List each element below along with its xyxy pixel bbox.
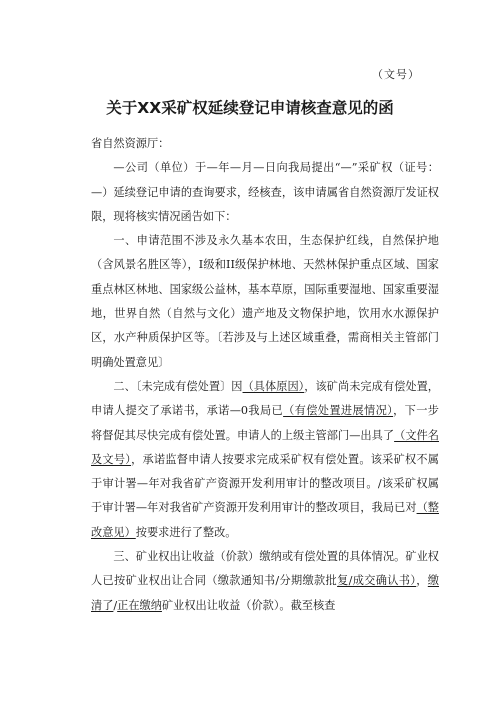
section-3-text-d: 矿业权出让收益（价款）。截至核查: [161, 598, 336, 612]
section-3-text-a: 三、矿业权出让收益（价款）缴纳或有偿处置的具体情况。矿业权人已按矿业权出让合同（缴款通知书/分期缴款批: [91, 550, 439, 588]
document-title: 关于XX采矿权延续登记申请核查意见的函: [106, 99, 394, 117]
section-3-text-b: ，: [416, 574, 428, 588]
addressee: 省自然资源厅：: [91, 137, 170, 150]
document-body: [91, 132, 439, 618]
blank-disposal-progress: （有偿处置进展情况）: [283, 404, 394, 418]
paragraph-intro: —公司（单位）于—年—月—日向我局提出“—”采矿权（证号：—）延续登记申请的查询要求，经核查，该申请属省自然资源厅发证权限，现将核实情况函告如下：: [91, 161, 439, 223]
section-3-text-c: /: [113, 598, 118, 612]
section-2-text-b: ，该矿尚未完成有偿处置，申请人提交了承诺书，承诺—0我局已: [91, 379, 439, 418]
paragraph-section-3: [91, 545, 439, 618]
blank-specific-reason: （具体原因）: [242, 379, 305, 393]
paragraph-section-1: 一、申请范围不涉及永久基本农田，生态保护红线，自然保护地（含风景名胜区等），I级和II级保护林地、天然林保护重点区域、国家重点林区林地、国家级公益林，基本草原，国际重要湿地、国家重要湿地，世界自然（自然与文化）遗产地及文物保护地，饮用水水源保护区，水产种质保护区等。〔若涉及与上述区域重叠，需商相关主管部门明确处置意见〕: [91, 234, 439, 369]
document-number: （文号）: [372, 68, 420, 81]
blank-paid-off: 缴清了: [91, 574, 439, 612]
blank-paying: 正在缴纳: [117, 598, 162, 612]
blank-rectification-opinion: （整改意见）: [91, 501, 439, 539]
blank-confirmation: 复/成交确认书）: [337, 574, 417, 588]
section-2-text-a: 二、〔未完成有偿处置〕因: [113, 379, 243, 393]
paragraph-section-2: [91, 375, 439, 545]
section-2-text-d: ，承诺监督申请人按要求完成采矿权有偿处置。该采矿权不属于审计署—年对我省矿产资源开发利用审计的整改项目。/该采矿权属于审计署—年对我省矿产资源开发利用审计的整改项目，我局已对: [91, 452, 439, 515]
section-2-text-c: ，下一步将督促其尽快完成有偿处置。申请人的上级主管部门—出具了: [91, 404, 439, 442]
blank-document-name: （文件名及文号）: [91, 428, 439, 466]
section-2-text-e: 按要求进行了整改。: [135, 525, 237, 539]
